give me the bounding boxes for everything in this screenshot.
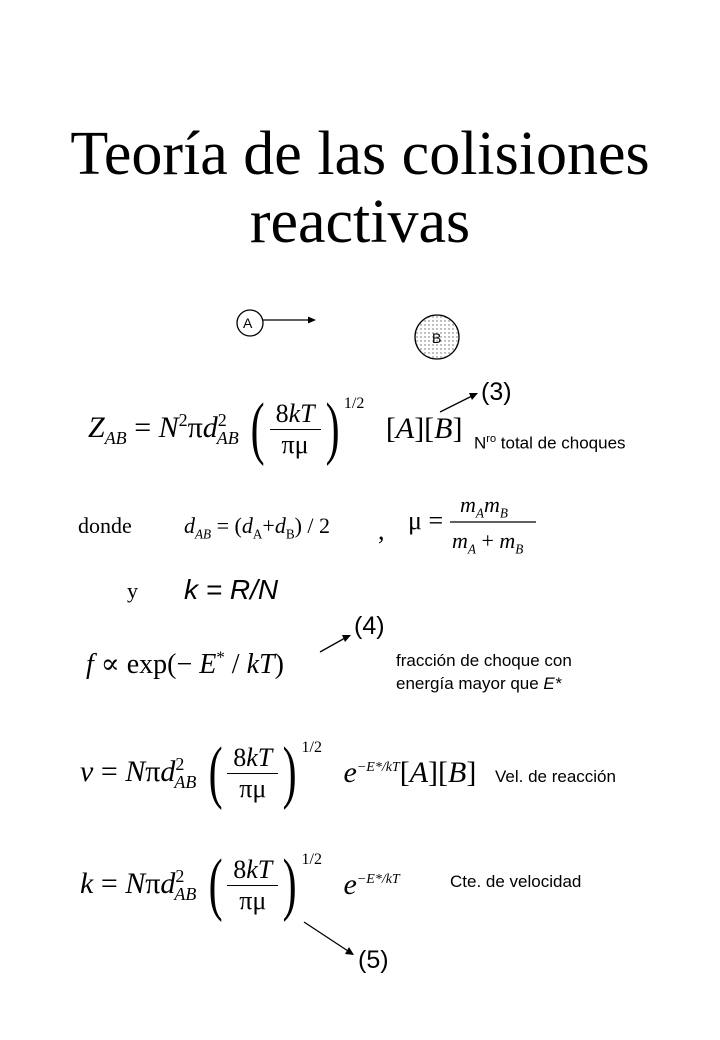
equation-number-4: (4)	[354, 612, 385, 640]
da-sub: A	[252, 526, 263, 542]
label-total-text: total de choques	[496, 433, 626, 453]
donde-label: donde	[78, 513, 132, 538]
equation-number-5: (5)	[358, 946, 389, 974]
dab-definition	[184, 513, 330, 542]
equation-fraction-energy: f ∝ exp(− E* / kT)	[86, 647, 284, 680]
page-title-line2: reactivas	[249, 188, 471, 256]
mu-numerator: $m_Am_B$	[460, 492, 508, 521]
page-title-line1: Teoría de las colisiones	[70, 120, 650, 188]
equation-reaction-rate: v = Nπd$^2_{AB}$ ( $\frac{8kT}{\pi\mu}$ ) $^{1/2}$ $e^{-E*/kT}[A][B]$	[80, 734, 477, 811]
y-label: y	[127, 578, 138, 603]
label-fraccion-line1: fracción de choque con	[396, 651, 572, 670]
arrow-eq5-head	[345, 947, 354, 955]
label-fraccion-line2-text: energía mayor que	[396, 674, 544, 693]
mu-symbol: μ =	[408, 506, 444, 535]
label-fraccion	[396, 649, 572, 695]
dab-symbol: d	[184, 513, 195, 538]
plus-sign: +	[262, 513, 275, 538]
comma: ,	[378, 516, 385, 545]
particle-a-label: A	[243, 315, 253, 331]
arrow-eq4	[320, 638, 345, 652]
label-fraccion-line2	[396, 672, 572, 695]
equation-rate-constant: k = Nπd$^2_{AB}$ ( $\frac{8kT}{\pi\mu}$ ) $^{1/2}$ $e^{-E*/kT}$	[80, 846, 400, 923]
dab-sub: AB	[195, 526, 212, 542]
db-sub: B	[285, 526, 295, 542]
label-total-choques	[474, 433, 626, 454]
label-cte-velocidad: Cte. de velocidad	[450, 872, 582, 891]
label-fraccion-estar: E*	[543, 674, 562, 693]
label-nro-sup: ro	[486, 433, 497, 445]
particle-a-arrowhead	[308, 317, 316, 324]
div-two: ) / 2	[294, 513, 331, 538]
equation-collision-frequency: $Z_{AB} = N^2\pi d^2_{AB}$ ( $\frac{8kT}{\pi\mu}$ ) $^{1/2}$ [A][B]	[88, 390, 463, 467]
db-symbol: d	[274, 513, 286, 538]
label-vel-reaccion: Vel. de reacción	[495, 767, 616, 786]
k-definition: k = R/N	[184, 574, 279, 605]
mu-denominator: $m_A + m_B$	[452, 528, 524, 557]
particle-b-label: B	[432, 330, 442, 346]
dab-equals: = (	[211, 513, 242, 538]
da-symbol: d	[241, 513, 253, 538]
equation-number-3: (3)	[481, 378, 512, 406]
label-nro: N	[474, 433, 487, 453]
